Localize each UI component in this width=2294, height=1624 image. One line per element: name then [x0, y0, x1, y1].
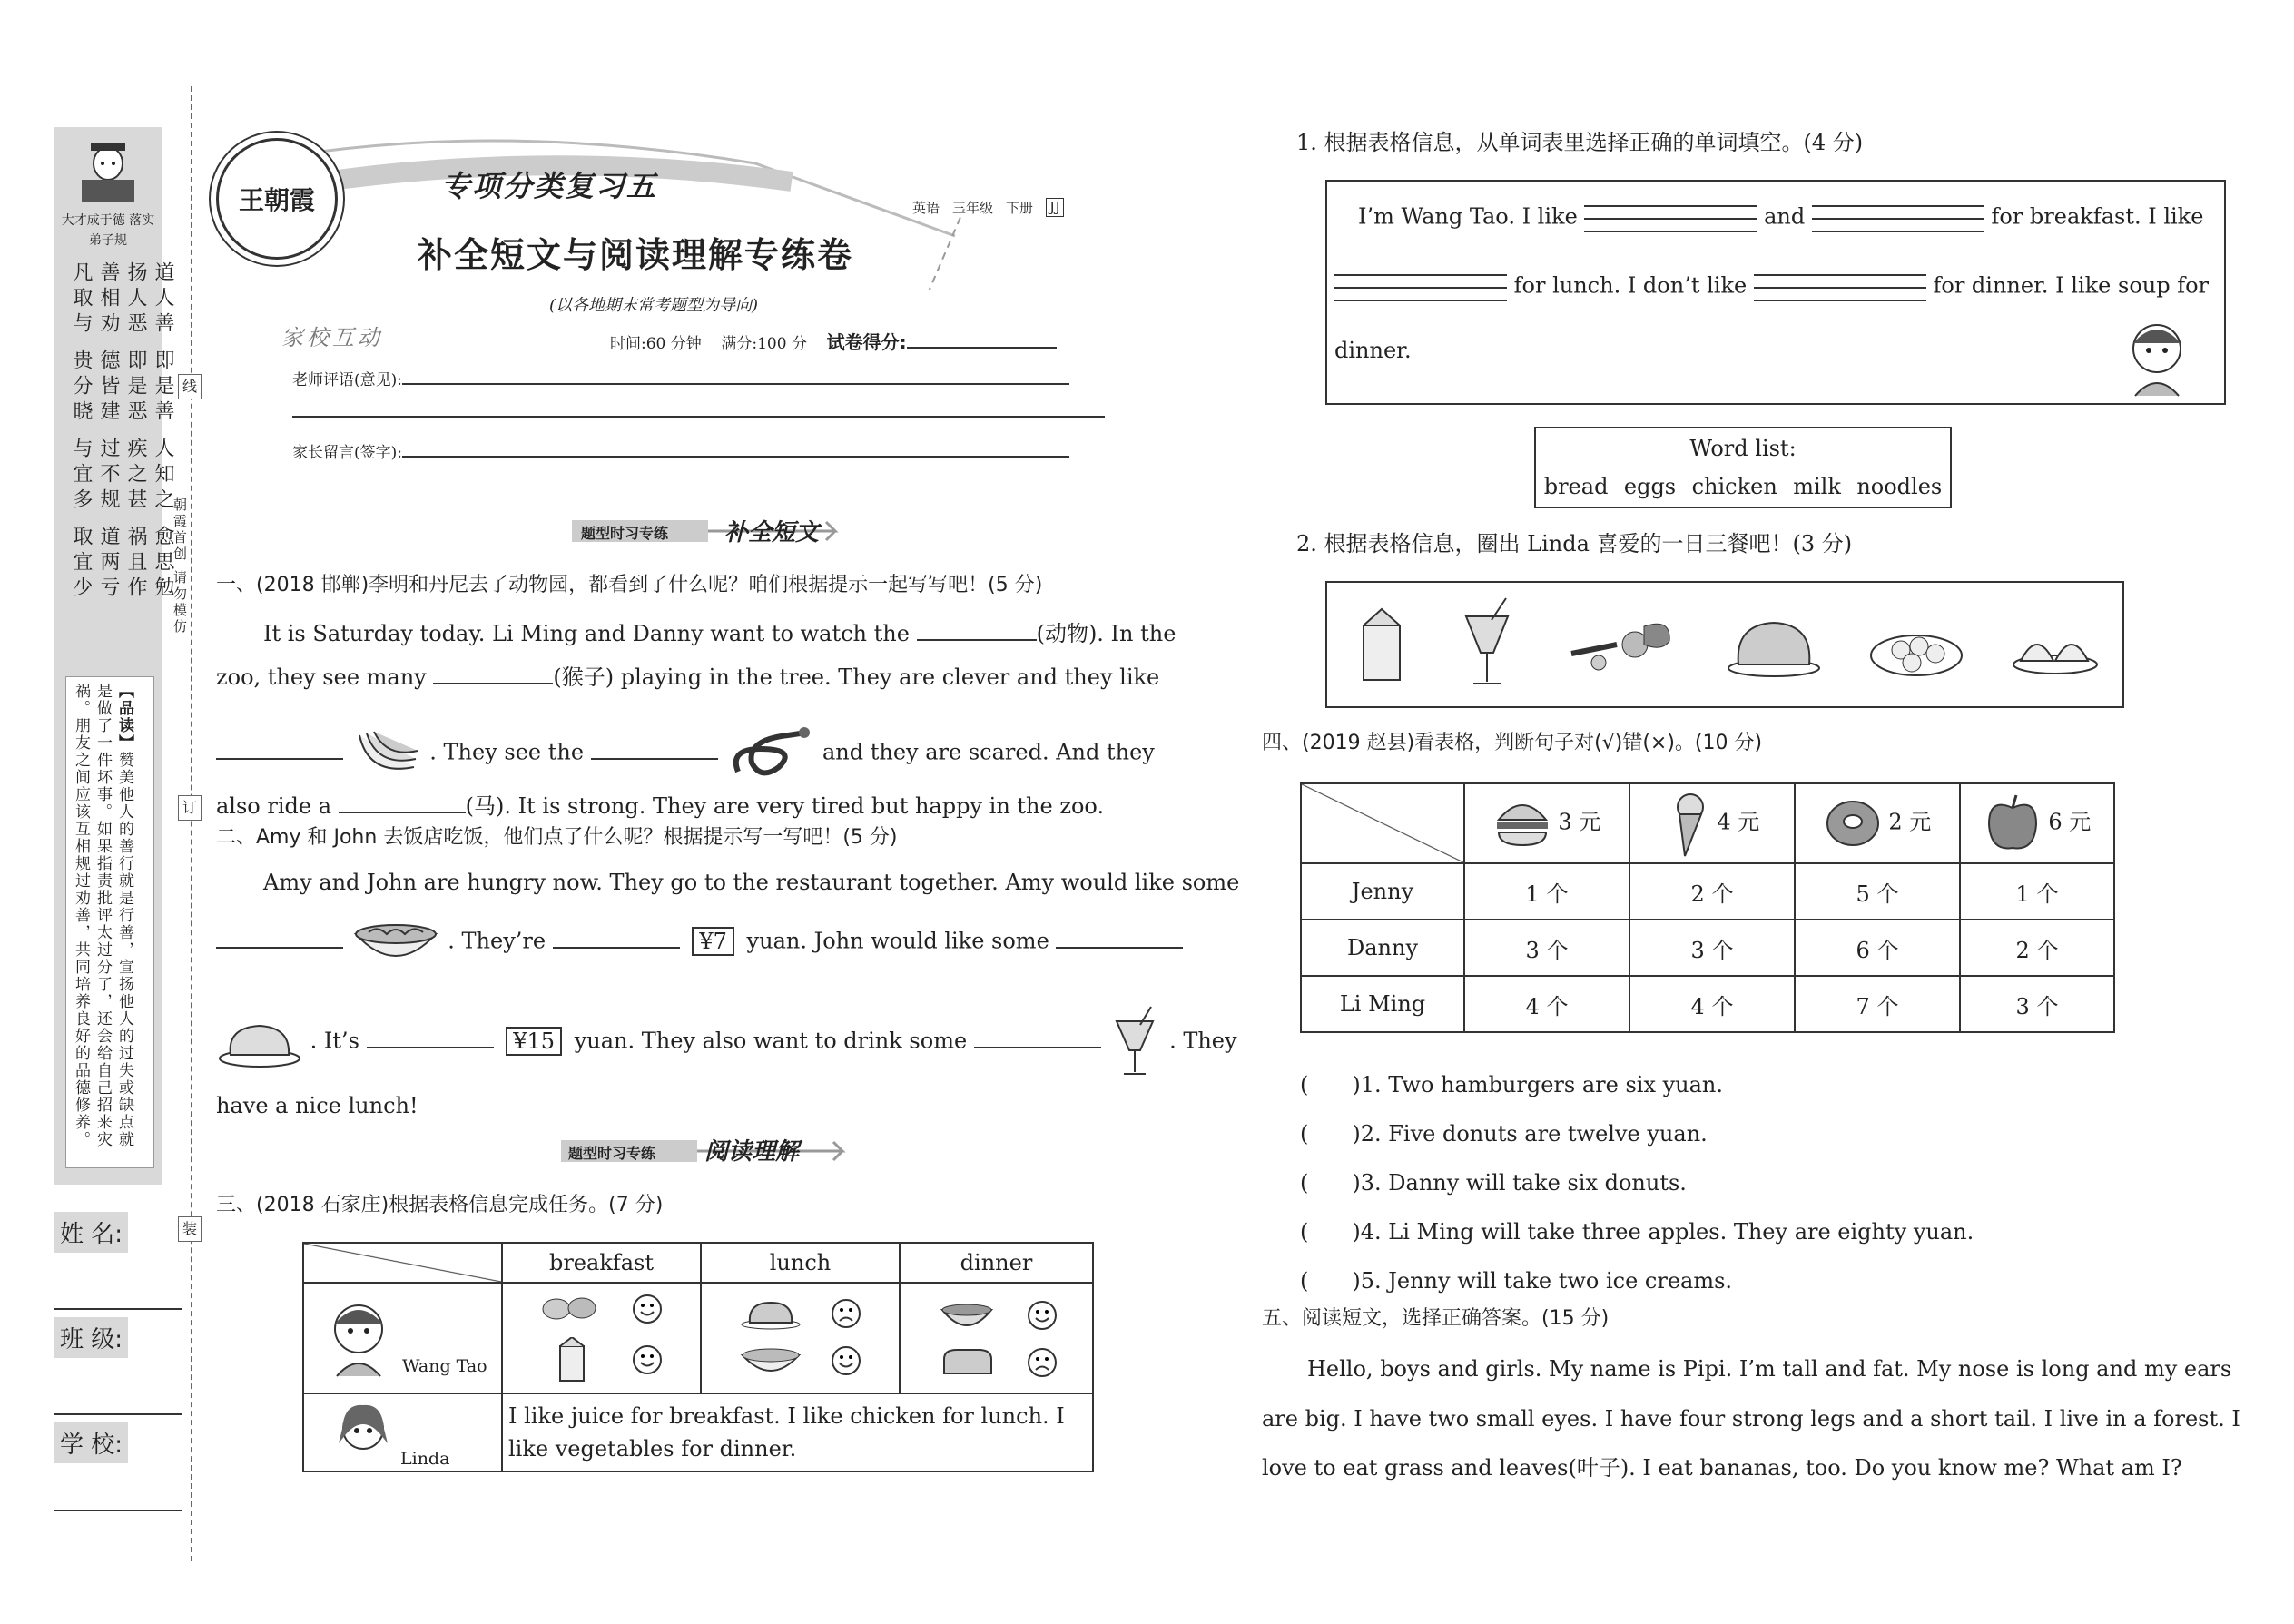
- answer-blank[interactable]: [433, 663, 553, 684]
- column-header: lunch: [701, 1243, 900, 1283]
- q2-text: yuan. John would like some: [746, 928, 1049, 954]
- statement-text: )5. Jenny will take two ice creams.: [1352, 1268, 1733, 1294]
- exam-meta: [610, 327, 1057, 354]
- price-table: [1300, 782, 2115, 1033]
- row-name: Danny: [1301, 920, 1464, 976]
- word-list-box: [1534, 427, 1952, 508]
- school-label: 学 校:: [54, 1422, 128, 1463]
- q1-text: (动物). In the: [1036, 621, 1177, 646]
- table-cell: 1 个: [1464, 863, 1629, 920]
- q2-text: . They: [1169, 1028, 1237, 1054]
- statement[interactable]: [1300, 1109, 1974, 1158]
- q2-line2: [216, 912, 1183, 972]
- school-field[interactable]: [54, 1422, 182, 1511]
- table-cell: 7 个: [1795, 976, 1960, 1032]
- bananas-icon: [350, 726, 423, 781]
- wt-dinner: [900, 1283, 1093, 1393]
- fill-blank[interactable]: [1334, 269, 1507, 305]
- milk-icon[interactable]: [1349, 604, 1413, 685]
- q1-line3: [216, 722, 1155, 785]
- teacher-comment: [292, 363, 1069, 389]
- word-list-title: Word list:: [1689, 436, 1797, 461]
- answer-blank[interactable]: [917, 619, 1037, 641]
- table-cell: 4 个: [1629, 976, 1795, 1032]
- wang-tao-label: Wang Tao: [402, 1356, 487, 1376]
- task1-text: I’m Wang Tao. I like: [1358, 203, 1578, 230]
- time-limit: 时间:60 分钟: [610, 335, 702, 353]
- chicken-icon: [216, 1015, 303, 1069]
- statement-text: )3. Danny will take six donuts.: [1352, 1170, 1687, 1196]
- statement-text: )4. Li Ming will take three apples. They are eighty yuan.: [1352, 1219, 1974, 1245]
- word-item: eggs: [1623, 474, 1677, 499]
- q1-line4: [216, 792, 1104, 817]
- wang-tao-avatar: [322, 1296, 395, 1378]
- statement[interactable]: [1300, 1256, 1974, 1305]
- passage-line: are big. I have two small eyes. I have four strong legs and a short tail. I live in a forest. I: [1262, 1406, 2240, 1432]
- task1-line2: [1334, 269, 2209, 305]
- section5-title: 五、阅读短文，选择正确答案。(15 分): [1262, 1307, 1610, 1330]
- task1-line1: [1358, 200, 2203, 236]
- banner-tag: 题型时习专练: [581, 525, 669, 542]
- page-title: 补全短文与阅读理解专练卷: [418, 234, 854, 275]
- grade-tag: 三年级: [952, 200, 994, 216]
- table-cell: 3 个: [1960, 976, 2114, 1032]
- teacher-label: 老师评语(意见):: [292, 371, 402, 389]
- task1-text: for breakfast. I like: [1991, 203, 2204, 230]
- q1-text: (马). It is strong. They are very tired but happy in the zoo.: [465, 793, 1105, 819]
- statement[interactable]: [1300, 1060, 1974, 1109]
- table-cell: 2 个: [1629, 863, 1795, 920]
- noodles-icon: [739, 1343, 802, 1379]
- q2-text: yuan. They also want to drink some: [574, 1028, 968, 1054]
- row-name: Li Ming: [1301, 976, 1464, 1032]
- meta-tags: [912, 198, 1064, 217]
- q2-line4: have a nice lunch!: [216, 1093, 418, 1118]
- parent-field[interactable]: [402, 436, 1069, 458]
- snake-icon: [724, 722, 815, 785]
- smile-icon: [632, 1344, 663, 1375]
- wt-lunch: [701, 1283, 900, 1393]
- answer-blank[interactable]: [553, 927, 680, 949]
- fill-blank[interactable]: [1584, 200, 1757, 236]
- table-cell: 3 个: [1629, 920, 1795, 976]
- word-item: noodles: [1856, 474, 1943, 499]
- meals-table: [302, 1242, 1094, 1472]
- passage-line: Hello, boys and girls. My name is Pipi. I’m tall and fat. My nose is long and my ears: [1307, 1356, 2232, 1382]
- soup-icon: [935, 1297, 999, 1334]
- column-header: dinner: [900, 1243, 1093, 1283]
- table-cell: 2 个: [1960, 920, 2114, 976]
- table-cell: 1 个: [1960, 863, 2114, 920]
- sidebar-verse: [67, 261, 176, 661]
- table-cell: 4 个: [1464, 976, 1629, 1032]
- margin-mark: 装: [178, 1216, 202, 1242]
- table-corner: [1301, 783, 1464, 863]
- eggs-icon: [540, 1294, 604, 1324]
- buns-icon[interactable]: [2010, 608, 2101, 681]
- q2-text: . It’s: [310, 1028, 359, 1054]
- q2-line3: [216, 1003, 1237, 1081]
- verse-line: 道人善 即是善 人知之 愈思勉: [152, 261, 174, 602]
- word-item: milk: [1793, 474, 1841, 499]
- linda-avatar: [331, 1398, 395, 1471]
- passage-line: love to eat grass and leaves(叶子). I eat bananas, too. Do you know me? What am I?: [1262, 1455, 2182, 1481]
- linda-text: I like juice for breakfast. I like chicken for lunch. I like vegetables for dinner.: [502, 1393, 1093, 1471]
- noodles-icon: [350, 912, 441, 972]
- edition-tag: JJ: [1046, 198, 1064, 217]
- donut-price: 2 元: [1888, 809, 1932, 835]
- score-field[interactable]: [907, 327, 1057, 349]
- class-field[interactable]: [54, 1317, 182, 1415]
- paren: (: [1300, 1170, 1309, 1196]
- name-field[interactable]: [54, 1212, 182, 1310]
- word-item: chicken: [1691, 474, 1777, 499]
- answer-blank[interactable]: [339, 792, 466, 813]
- wang-tao-cell: [303, 1283, 502, 1393]
- chicken-icon[interactable]: [1724, 608, 1824, 681]
- paren: (: [1300, 1219, 1309, 1245]
- table-corner: [303, 1243, 502, 1283]
- frown-icon: [831, 1298, 861, 1329]
- smile-icon: [831, 1345, 861, 1376]
- task1-line3: dinner.: [1334, 338, 1412, 363]
- banner-tag: 题型时习专练: [568, 1145, 656, 1162]
- parent-label: 家长留言(签字):: [292, 444, 402, 462]
- task1-text: and: [1764, 203, 1806, 230]
- ice-cream-header: [1629, 783, 1795, 863]
- linda-cell: [303, 1393, 502, 1471]
- row-name: Jenny: [1301, 863, 1464, 920]
- table-row: [1301, 920, 2114, 976]
- statement[interactable]: [1300, 1158, 1974, 1207]
- sidebar-motto: 大才成于德 落实弟子规: [61, 213, 155, 248]
- avatar: [71, 136, 145, 209]
- linda-label: Linda: [400, 1449, 450, 1469]
- bread-icon: [935, 1346, 999, 1379]
- task2-title: 2. 根据表格信息，圈出 Linda 喜爱的一日三餐吧！(3 分): [1296, 531, 1853, 556]
- statement-list: [1300, 1060, 1974, 1305]
- subject-tag: 英语: [912, 200, 940, 216]
- banner-title: 阅读理解: [704, 1138, 800, 1166]
- fill-blank[interactable]: [1754, 269, 1926, 305]
- score-label: 试卷得分:: [826, 331, 907, 353]
- chicken-icon: [739, 1297, 802, 1330]
- section4-title: 四、(2019 赵县)看表格，判断句子对(√)错(×)。(10 分): [1262, 732, 1763, 754]
- reading-label: 【品读】: [115, 683, 133, 752]
- vegetables-icon[interactable]: [1562, 608, 1680, 681]
- answer-blank[interactable]: [591, 738, 718, 760]
- milk-icon: [540, 1337, 604, 1383]
- student-fields: [54, 1212, 182, 1511]
- reading-text: 赞美他人的善行就是行善，宣扬他人的过失或缺点就是做了一件坏事。如果指责批评太过分了，还会给自己招来灾祸。朋友之间应该互相规过劝善，共同培养良好的品德修养。: [72, 683, 133, 1148]
- full-score: 满分:100 分: [721, 335, 807, 353]
- boy-avatar: [2121, 316, 2193, 398]
- banner-title: 补全短文: [724, 519, 820, 546]
- table-cell: 6 个: [1795, 920, 1960, 976]
- name-label: 姓 名:: [54, 1212, 128, 1253]
- paren: (: [1300, 1072, 1309, 1097]
- hamburger-icon: [1493, 796, 1551, 851]
- reading-box: [65, 676, 154, 1168]
- q1-line2: [216, 663, 1159, 688]
- table-cell: 3 个: [1464, 920, 1629, 976]
- apple-icon: [1984, 792, 2042, 855]
- q1-text: It is Saturday today. Li Ming and Danny want to watch the: [263, 621, 910, 646]
- donut-header: [1795, 783, 1960, 863]
- statement[interactable]: [1300, 1207, 1974, 1256]
- food-strip: [1325, 581, 2124, 708]
- family-label: 家校互动: [281, 325, 383, 350]
- column-header: breakfast: [502, 1243, 701, 1283]
- task1-text: for lunch. I don’t like: [1513, 272, 1748, 299]
- table-row: [1301, 863, 2114, 920]
- ice-cream-price: 4 元: [1717, 809, 1760, 835]
- q1-line1: [263, 619, 1176, 645]
- statement-text: )1. Two hamburgers are six yuan.: [1352, 1072, 1724, 1097]
- word-item: bread: [1543, 474, 1609, 499]
- margin-mark: 线: [178, 374, 202, 399]
- q1-title: 一、(2018 邯郸)李明和丹尼去了动物园，都看到了什么呢？咱们根据提示一起写写吧！(5 分): [216, 574, 1043, 596]
- q3-title: 三、(2018 石家庄)根据表格信息完成任务。(7 分): [216, 1194, 664, 1216]
- q1-text: also ride a: [216, 793, 332, 819]
- teacher-field[interactable]: [402, 363, 1069, 385]
- smile-icon: [632, 1294, 663, 1324]
- class-label: 班 级:: [54, 1317, 128, 1358]
- juice-icon: [1108, 1003, 1162, 1081]
- answer-blank[interactable]: [216, 738, 343, 760]
- price-tag: ¥7: [692, 927, 734, 956]
- series-title: 专项分类复习五: [441, 169, 658, 203]
- verse-line: 凡取与 贵分晓 与宜多 取宜少: [70, 261, 93, 602]
- margin-mark: 订: [178, 795, 202, 821]
- hamburger-price: 3 元: [1558, 809, 1601, 835]
- table-row: [1301, 976, 2114, 1032]
- q2-text: . They’re: [448, 928, 546, 954]
- table-cell: 5 个: [1795, 863, 1960, 920]
- q2-title: 二、Amy 和 John 去饭店吃饭，他们点了什么呢？根据提示写一写吧！(5 分): [216, 826, 898, 849]
- answer-blank[interactable]: [216, 927, 343, 949]
- verse-line: 善相劝 德皆建 过不规 道两亏: [97, 261, 120, 602]
- q1-text: zoo, they see many: [216, 664, 427, 690]
- apple-price: 6 元: [2048, 809, 2092, 835]
- verse-line: 扬人恶 即是恶 疾之甚 祸且作: [124, 261, 147, 602]
- answer-blank[interactable]: [367, 1027, 494, 1048]
- parent-comment: [292, 436, 1069, 462]
- paren: (: [1300, 1268, 1309, 1294]
- margin-note: 朝霞首创 请勿模仿: [172, 497, 188, 635]
- term-tag: 下册: [1006, 200, 1034, 216]
- wt-breakfast: [502, 1283, 701, 1393]
- dumplings-icon[interactable]: [1866, 608, 1966, 681]
- logo: [216, 138, 338, 260]
- ice-cream-icon: [1665, 789, 1710, 858]
- answer-blank[interactable]: [1056, 927, 1183, 949]
- donut-icon: [1824, 796, 1882, 851]
- frown-icon: [1027, 1347, 1058, 1378]
- logo-text: 王朝霞: [238, 185, 315, 215]
- q1-text: and they are scared. And they: [822, 739, 1155, 765]
- smile-icon: [1027, 1300, 1058, 1331]
- paren: (: [1300, 1121, 1309, 1147]
- price-tag: ¥15: [506, 1027, 562, 1056]
- fill-blank[interactable]: [1812, 200, 1984, 236]
- q1-text: . They see the: [429, 739, 585, 765]
- task1-text: for dinner. I like soup for: [1933, 272, 2210, 299]
- statement-text: )2. Five donuts are twelve yuan.: [1352, 1121, 1708, 1147]
- hamburger-header: [1464, 783, 1629, 863]
- q1-text: (猴子) playing in the tree. They are clever and they like: [553, 664, 1160, 690]
- task1-title: 1. 根据表格信息，从单词表里选择正确的单词填空。(4 分): [1296, 130, 1864, 155]
- apple-header: [1960, 783, 2114, 863]
- juice-icon[interactable]: [1455, 595, 1519, 694]
- q2-line1: Amy and John are hungry now. They go to the restaurant together. Amy would like some: [263, 870, 1240, 895]
- page-subtitle: (以各地期末常考题型为导向): [549, 296, 759, 315]
- answer-blank[interactable]: [974, 1027, 1101, 1048]
- comment-line[interactable]: [292, 416, 1105, 418]
- binding-line: [191, 86, 192, 1561]
